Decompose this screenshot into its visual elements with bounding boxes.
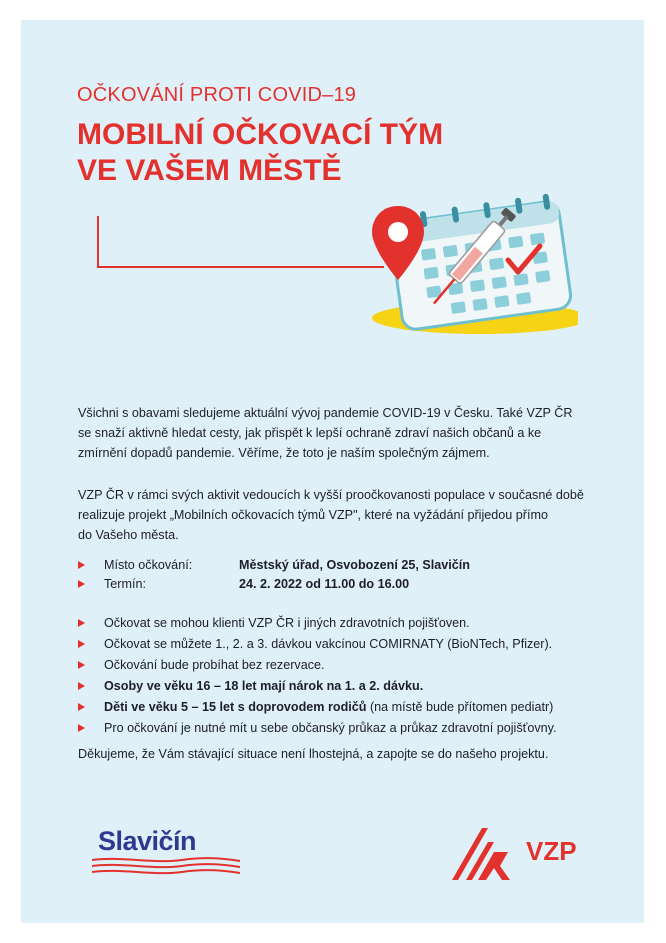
date-label: Termín: [104, 577, 146, 591]
intro-paragraph-1 [78, 403, 618, 463]
place-value: Městský úřad, Osvobození 25, Slavičín [239, 558, 470, 572]
main-headline [77, 117, 443, 189]
kicker-title: OČKOVÁNÍ PROTI COVID–19 [77, 84, 357, 106]
decorative-line-horizontal [97, 266, 384, 268]
intro-p1-line1: Všichni s obavami sledujeme aktuální vývoj pandemie COVID-19 v Česku. Také VZP ČR [78, 406, 573, 420]
list-item-text: Očkovat se mohou klienti VZP ČR i jiných zdravotních pojišťoven. [104, 616, 470, 630]
list-item [78, 718, 618, 738]
headline-line-1: MOBILNÍ OČKOVACÍ TÝM [77, 118, 444, 151]
arrow-bullet-icon [78, 561, 85, 569]
intro-p2-line2: realizuje projekt „Mobilních očkovacích týmů VZP", které na vyžádání přijedou přímo [78, 508, 548, 522]
list-item-text [104, 697, 553, 717]
decorative-line-vertical [97, 216, 99, 268]
intro-paragraph-2 [78, 485, 618, 545]
vzp-logo-mark [448, 822, 524, 884]
slavicin-logo-text: Slavičín [98, 826, 197, 856]
closing-text: Děkujeme, že Vám stávající situace není lhostejná, a zapojte se do našeho projektu. [78, 747, 549, 761]
intro-p1-line2: se snaží aktivně hledat cesty, jak přispět k lepší ochraně zdraví našich občanů a ke [78, 426, 542, 440]
calendar-vaccine-illustration [368, 188, 578, 338]
arrow-bullet-icon [78, 619, 85, 627]
arrow-bullet-icon [78, 682, 85, 690]
arrow-bullet-icon [78, 703, 85, 711]
date-value: 24. 2. 2022 od 11.00 do 16.00 [239, 577, 410, 591]
list-item-bold: Děti ve věku 5 – 15 let s doprovodem rodičů [104, 700, 367, 714]
arrow-bullet-icon [78, 724, 85, 732]
list-item [78, 697, 618, 717]
intro-p2-line1: VZP ČR v rámci svých aktivit vedoucích k vyšší proočkovanosti populace v současné době [78, 488, 584, 502]
list-item [78, 613, 618, 633]
list-item-rest: (na místě bude přítomen pediatr) [366, 700, 554, 714]
list-item [78, 676, 618, 696]
arrow-bullet-icon [78, 661, 85, 669]
intro-p1-line3: zmírnění dopadů pandemie. Věříme, že toto je naším společným zájmem. [78, 446, 490, 460]
list-item-text: Očkování bude probíhat bez rezervace. [104, 658, 325, 672]
intro-p2-line3: do Vašeho města. [78, 528, 179, 542]
list-item [78, 655, 618, 675]
list-item-text: Osoby ve věku 16 – 18 let mají nárok na 1. a 2. dávku. [104, 679, 424, 693]
arrow-bullet-icon [78, 580, 85, 588]
list-item-text: Očkovat se můžete 1., 2. a 3. dávkou vakcínou COMIRNATY (BioNTech, Pfizer). [104, 637, 553, 651]
headline-line-2: VE VAŠEM MĚSTĚ [77, 154, 342, 187]
list-item [78, 634, 618, 654]
place-label: Místo očkování: [104, 558, 193, 572]
list-item-text: Pro očkování je nutné mít u sebe občanský průkaz a průkaz zdravotní pojišťovny. [104, 721, 557, 735]
arrow-bullet-icon [78, 640, 85, 648]
vzp-logo-text: VZP [526, 836, 577, 866]
